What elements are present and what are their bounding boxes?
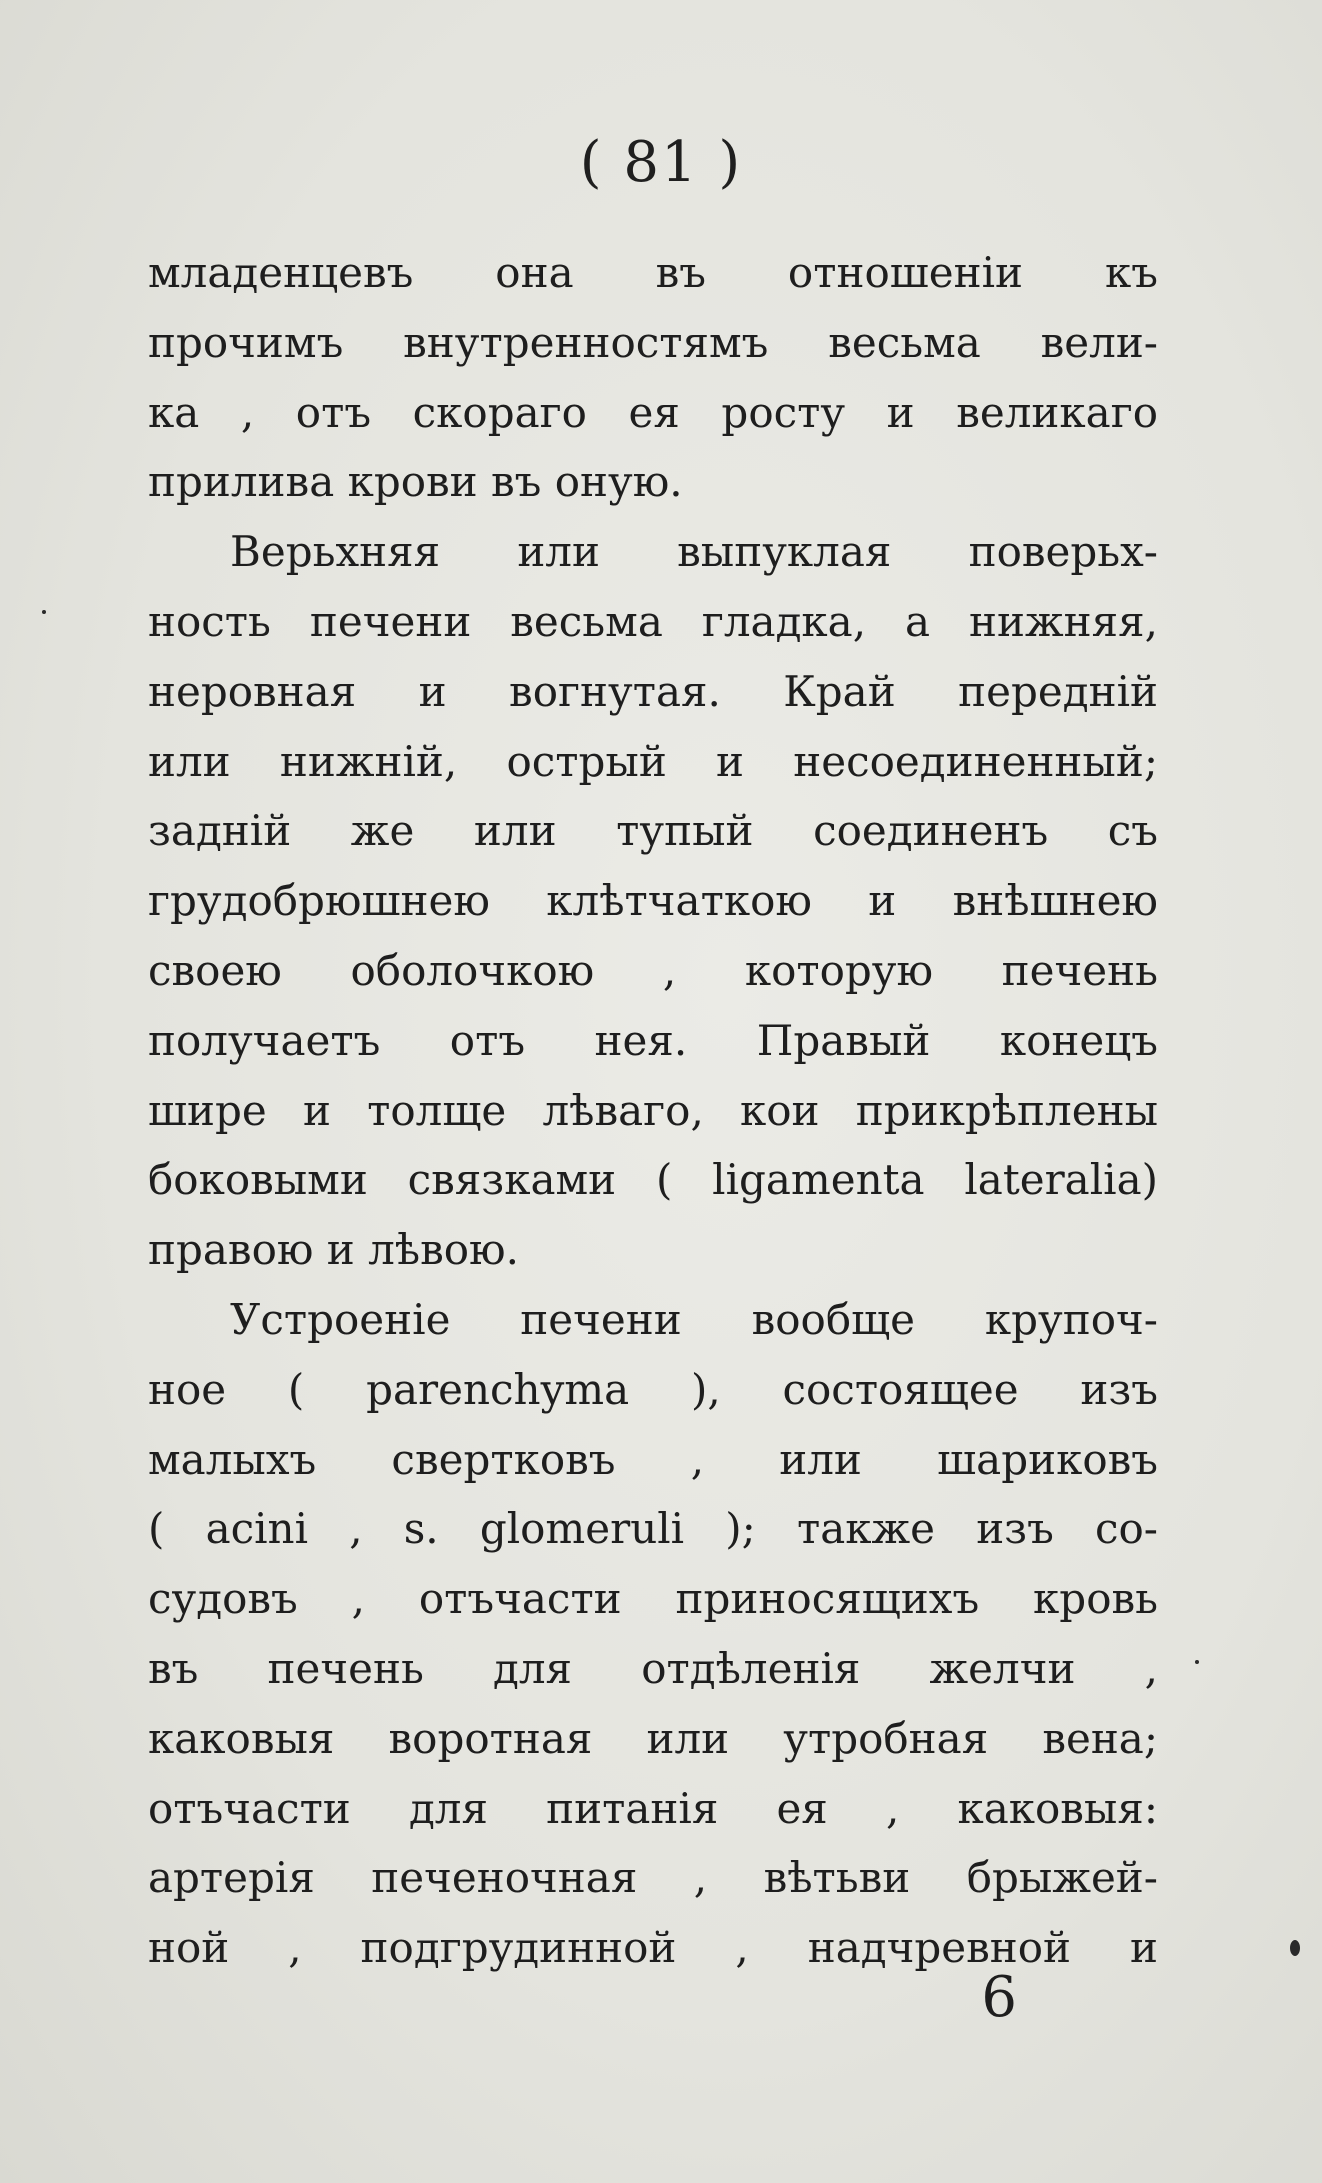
text-line-23: отъчасти для питанiя ея , каковыя: — [148, 1783, 1158, 1833]
text-line-14: боковыми связками ( ligamenta lateralia) — [148, 1155, 1158, 1205]
text-line-25: ной , подгрудинной , надчревной и — [148, 1923, 1158, 1973]
text-line-1: младенцевъ она въ отношенiи къ — [148, 248, 1158, 297]
ink-speck — [1290, 1940, 1300, 1956]
text-line-20: судовъ , отъчасти приносящихъ кровь — [148, 1574, 1158, 1624]
text-line-24: артерiя печеночная , вѣтьви брыжей- — [148, 1853, 1158, 1903]
text-line-4: прилива крови въ оную. — [148, 457, 683, 507]
text-line-12: получаетъ отъ нея. Правый конецъ — [148, 1015, 1158, 1065]
text-line-15: правою и лѣвою. — [148, 1225, 519, 1275]
text-line-11: своею оболочкою , которую печень — [148, 945, 1158, 995]
text-line-3: ка , отъ скораго ея росту и великаго — [148, 387, 1158, 437]
text-line-19: ( acini , s. glomeruli ); также изъ со- — [148, 1504, 1158, 1554]
text-line-6: ность печени весьма гладка, а нижняя, — [148, 596, 1158, 646]
text-line-7: неровная и вогнутая. Край переднiй — [148, 666, 1158, 716]
text-line-10: грудобрюшнею клѣтчаткою и внѣшнею — [148, 876, 1158, 926]
text-line-21: въ печень для отдѣленiя желчи , — [148, 1643, 1158, 1693]
text-line-22: каковыя воротная или утробная вена; — [148, 1713, 1158, 1763]
text-line-8: или нижнiй, острый и несоединенный; — [148, 736, 1158, 786]
page-number-header: ( 81 ) — [579, 130, 743, 195]
text-line-5: Верьхняя или выпуклая поверьх- — [230, 527, 1158, 577]
text-line-18: малыхъ свертковъ , или шариковъ — [148, 1434, 1158, 1484]
text-line-16: Устроенiе печени вообще крупоч- — [230, 1294, 1158, 1344]
text-line-17: ное ( parenchyma ), состоящее изъ — [148, 1364, 1158, 1414]
text-line-9: заднiй же или тупый соединенъ съ — [148, 806, 1158, 856]
ink-speck — [42, 610, 46, 614]
body-text — [148, 238, 1158, 1983]
text-line-2: прочимъ внутренностямъ весьма вели- — [148, 317, 1158, 367]
text-line-13: шире и толще лѣваго, кои прикрѣплены — [148, 1085, 1158, 1135]
signature-mark: 6 — [981, 1965, 1017, 2030]
ink-speck — [1195, 1660, 1199, 1664]
